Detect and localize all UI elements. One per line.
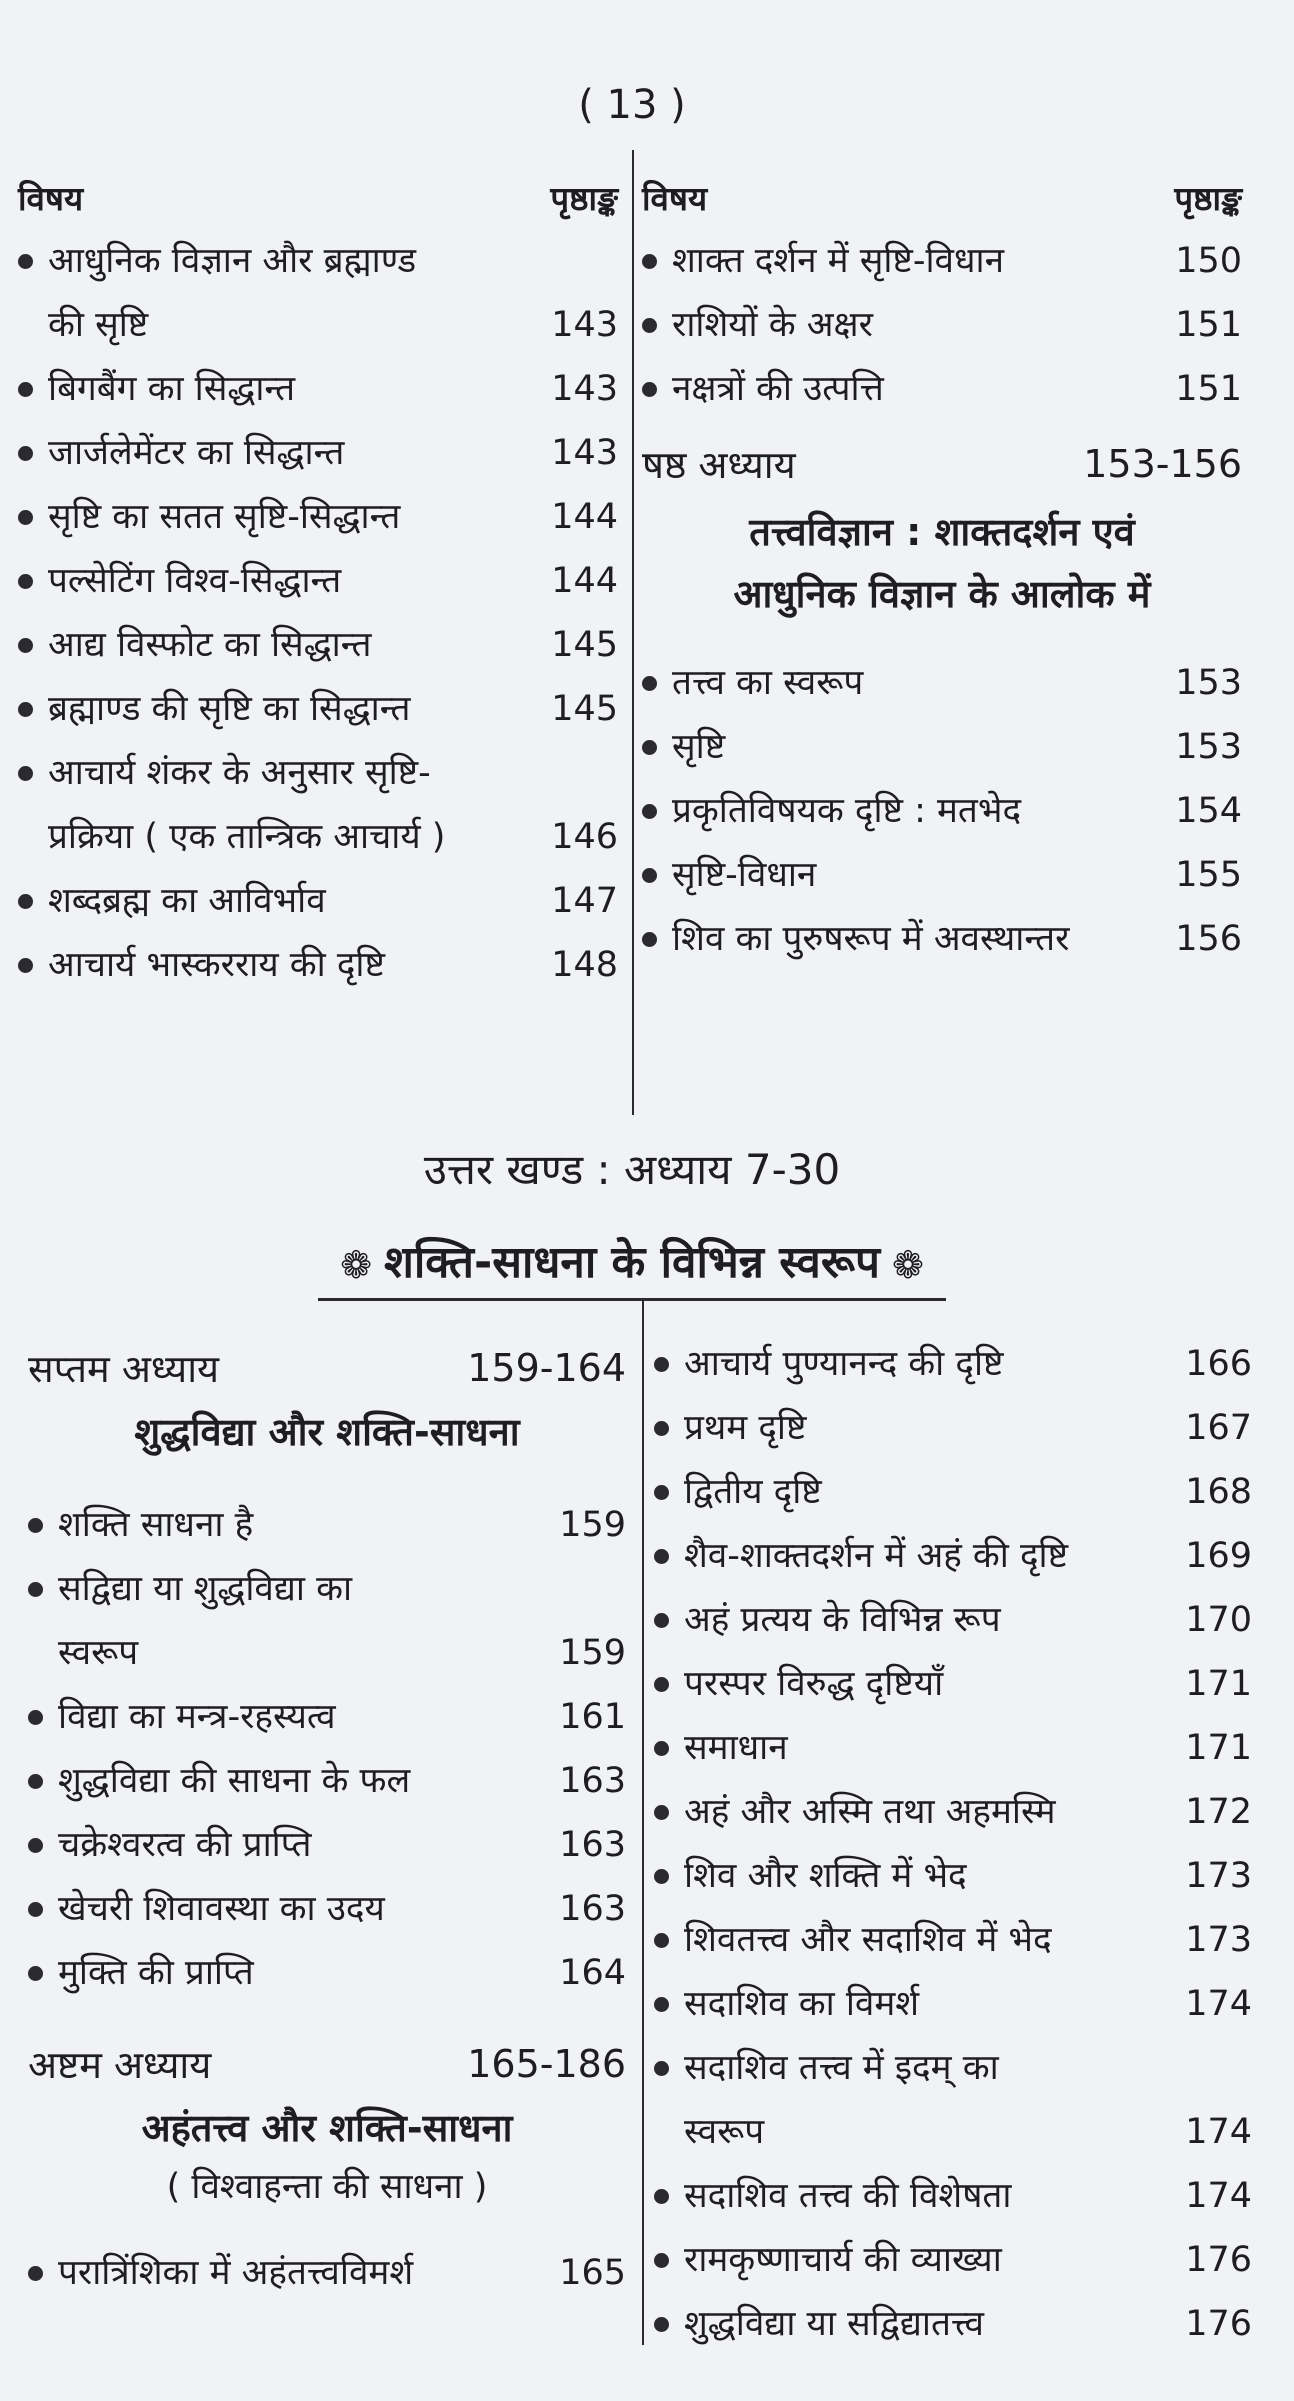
toc-entry-page: 156 [1175,919,1242,959]
section-title [0,1230,1264,1301]
subject-header: विषय [642,178,708,218]
toc-entry-page: 164 [559,1953,626,1993]
toc-entry-title [48,677,551,741]
toc-list [28,1493,626,2005]
bullet-icon [654,1613,669,1628]
toc-entry-line: आद्य विस्फोट का सिद्धान्त [48,625,372,665]
toc-list [18,229,618,997]
toc-entry-line: जार्जलेमेंटर का सिद्धान्त [48,433,345,473]
toc-entry-line: शैव-शाक्तदर्शन में अहं की दृष्टि [684,1536,1069,1576]
toc-entry-line: आचार्य भास्करराय की दृष्टि [48,945,385,985]
toc-entry-title [48,549,551,613]
chapter-title: अहंतत्त्व और शक्ति-साधना [141,2106,513,2150]
toc-entry-page: 174 [1185,1984,1252,2024]
toc-entry-page: 176 [1185,2240,1252,2280]
toc-entry-line: परस्पर विरुद्ध दृष्टियाँ [684,1664,944,1704]
toc-entry [654,1844,1252,1908]
toc-entry-title [672,843,1175,907]
bullet-icon [654,2253,669,2268]
toc-entry-page: 146 [551,817,618,857]
toc-entry-title [48,613,551,677]
toc-entry-page: 143 [551,305,618,345]
toc-entry-title [672,293,1175,357]
toc-entry-page: 151 [1175,369,1242,409]
toc-entry [642,357,1242,421]
flower-icon: ❁ [340,1243,372,1287]
bullet-icon [18,446,33,461]
toc-entry-line: मुक्ति की प्राप्ति [58,1953,254,1993]
toc-entry-title [58,1877,559,1941]
bullet-icon [18,510,33,525]
toc-entry-line: शुद्धविद्या की साधना के फल [58,1761,411,1801]
toc-entry-page: 172 [1185,1792,1252,1832]
toc-entry [654,1460,1252,1524]
toc-entry-page: 163 [559,1889,626,1929]
bullet-icon [654,1741,669,1756]
chapter-subtitle: ( विश्वाहन्ता की साधना ) [166,2167,488,2207]
bullet-icon [28,1518,43,1533]
toc-entry-title [684,2036,1185,2164]
toc-entry-title [48,741,551,869]
column-header [642,165,1242,229]
toc-entry-page: 145 [551,625,618,665]
toc-entry-title [48,357,551,421]
toc-entry-line: शुद्धविद्या या सद्विद्यातत्त्व [684,2304,984,2344]
toc-top-right [642,165,1242,971]
chapter-title: शुद्धविद्या और शक्ति-साधना [134,1410,520,1454]
toc-entry-line: द्वितीय दृष्टि [684,1472,822,1512]
toc-entry-title [684,1396,1185,1460]
bullet-icon [642,382,657,397]
toc-entry-line: की सृष्टि [48,305,149,345]
toc-entry-line: रामकृष्णाचार्य की व्याख्या [684,2240,1002,2280]
toc-entry-title [672,779,1175,843]
toc-entry-page: 154 [1175,791,1242,831]
toc-entry-page: 161 [559,1697,626,1737]
toc-entry-line: शिव और शक्ति में भेद [684,1856,967,1896]
toc-entry [654,2036,1252,2164]
toc-entry-title [684,1780,1185,1844]
toc-entry-title [684,2292,1185,2356]
toc-entry-line: प्रकृतिविषयक दृष्टि : मतभेद [672,791,1022,831]
toc-entry-page: 166 [1185,1344,1252,1384]
toc-entry-line: स्वरूप [684,2112,765,2152]
toc-entry [642,651,1242,715]
toc-entry-page: 176 [1185,2304,1252,2344]
toc-entry-title [58,1749,559,1813]
toc-entry-line: आचार्य शंकर के अनुसार सृष्टि- [48,753,431,793]
bullet-icon [654,1997,669,2012]
toc-entry [28,1685,626,1749]
toc-entry-title [684,1332,1185,1396]
toc-entry-line: नक्षत्रों की उत्पत्ति [672,369,884,409]
column-divider [642,1300,644,2345]
toc-entry-page: 148 [551,945,618,985]
toc-entry-title [684,1716,1185,1780]
bullet-icon [642,740,657,755]
chapter-range: 153-156 [1083,442,1242,486]
toc-entry-title [672,907,1175,971]
toc-entry [654,1716,1252,1780]
toc-entry-page: 173 [1185,1920,1252,1960]
toc-entry-line: सदाशिव का विमर्श [684,1984,920,2024]
toc-entry-title [48,485,551,549]
toc-entry [654,2292,1252,2356]
toc-entry-page: 163 [559,1825,626,1865]
bullet-icon [654,1805,669,1820]
toc-entry [18,421,618,485]
chapter-label: अष्टम अध्याय [28,2043,212,2087]
toc-entry-line: शिव का पुरुषरूप में अवस्थान्तर [672,919,1070,959]
bullet-icon [18,702,33,717]
toc-entry-line: तत्त्व का स्वरूप [672,663,864,703]
chapter-title: तत्त्वविज्ञान : शाक्तदर्शन एवं [749,510,1135,554]
toc-entry-page: 147 [551,881,618,921]
toc-entry [18,677,618,741]
toc-entry-line: स्वरूप [58,1633,139,1673]
toc-entry-line: चक्रेश्वरत्व की प्राप्ति [58,1825,312,1865]
toc-entry [18,229,618,357]
toc-entry-line: सदाशिव तत्त्व की विशेषता [684,2176,1012,2216]
toc-entry-title [58,1557,559,1685]
subject-header: विषय [18,178,84,218]
toc-entry-page: 173 [1185,1856,1252,1896]
toc-entry-title [58,1813,559,1877]
toc-entry-page: 171 [1185,1664,1252,1704]
toc-entry-title [672,715,1175,779]
toc-entry-page: 143 [551,433,618,473]
bullet-icon [28,1710,43,1725]
bullet-icon [18,894,33,909]
toc-list [642,229,1242,421]
bullet-icon [28,1838,43,1853]
toc-entry [28,1557,626,1685]
toc-entry [654,1396,1252,1460]
chapter-label: सप्तम अध्याय [28,1347,220,1391]
toc-entry [642,779,1242,843]
toc-entry [642,293,1242,357]
toc-entry-title [58,2241,559,2305]
toc-entry-page: 171 [1185,1728,1252,1768]
chapter-7-line [28,1335,626,1401]
bullet-icon [642,318,657,333]
toc-entry [18,485,618,549]
toc-bottom-right [654,1332,1252,2356]
toc-entry-line: आधुनिक विज्ञान और ब्रह्माण्ड [48,241,417,281]
toc-entry-line: सदाशिव तत्त्व में इदम् का [684,2048,999,2088]
toc-entry [654,2164,1252,2228]
toc-entry-line: खेचरी शिवावस्था का उदय [58,1889,385,1929]
toc-entry-title [684,1588,1185,1652]
toc-entry-page: 168 [1185,1472,1252,1512]
toc-entry-title [672,229,1175,293]
section-title-text: शक्ति-साधना के विभिन्न स्वरूप [383,1237,881,1288]
toc-entry-title [48,421,551,485]
toc-entry [642,843,1242,907]
toc-entry-line: प्रथम दृष्टि [684,1408,807,1448]
toc-entry-line: सृष्टि [672,727,726,767]
toc-entry [642,229,1242,293]
chapter-label: षष्ठ अध्याय [642,443,796,487]
bullet-icon [28,2266,43,2281]
bullet-icon [18,574,33,589]
toc-entry-page: 174 [1185,2176,1252,2216]
page-header: पृष्ठाङ्क [1174,178,1242,218]
chapter-range: 159-164 [467,1346,626,1390]
toc-entry-title [672,357,1175,421]
toc-entry [18,933,618,997]
toc-entry-page: 144 [551,561,618,601]
chapter-8-line [28,2031,626,2097]
toc-entry-line: सृष्टि का सतत सृष्टि-सिद्धान्त [48,497,401,537]
bullet-icon [654,2189,669,2204]
toc-entry-title [684,1844,1185,1908]
toc-entry-title [684,2228,1185,2292]
toc-entry-page: 143 [551,369,618,409]
toc-entry [28,1493,626,1557]
toc-entry [28,1877,626,1941]
page-header: पृष्ठाङ्क [550,178,618,218]
bullet-icon [642,254,657,269]
toc-entry-title [684,1652,1185,1716]
toc-entry [28,1749,626,1813]
toc-entry-line: प्रक्रिया ( एक तान्त्रिक आचार्य ) [48,817,446,857]
bullet-icon [18,382,33,397]
toc-entry-page: 170 [1185,1600,1252,1640]
bullet-icon [654,2061,669,2076]
bullet-icon [18,254,33,269]
toc-entry-page: 153 [1175,663,1242,703]
toc-entry-page: 174 [1185,2112,1252,2152]
toc-list [28,2241,626,2305]
bullet-icon [642,932,657,947]
toc-entry-title [48,229,551,357]
toc-entry [28,1941,626,2005]
toc-entry-line: पल्सेटिंग विश्व-सिद्धान्त [48,561,342,601]
toc-entry-title [58,1493,559,1557]
toc-entry-title [672,651,1175,715]
column-divider [632,150,634,1115]
toc-entry-title [684,1460,1185,1524]
toc-entry-page: 153 [1175,727,1242,767]
toc-entry-title [48,869,551,933]
toc-entry-page: 144 [551,497,618,537]
toc-entry [642,715,1242,779]
bullet-icon [642,676,657,691]
toc-entry-title [58,1685,559,1749]
page-number: ( 13 ) [578,82,686,128]
toc-entry-line: शिवतत्त्व और सदाशिव में भेद [684,1920,1052,1960]
toc-entry-page: 159 [559,1505,626,1545]
toc-entry [654,2228,1252,2292]
toc-entry [18,549,618,613]
bullet-icon [18,638,33,653]
bullet-icon [654,1677,669,1692]
bullet-icon [18,958,33,973]
toc-entry [18,741,618,869]
toc-entry-page: 155 [1175,855,1242,895]
toc-entry-line: बिगबैंग का सिद्धान्त [48,369,296,409]
toc-entry-title [48,933,551,997]
toc-entry-line: शक्ति साधना है [58,1505,254,1545]
toc-entry-line: अहं और अस्मि तथा अहमस्मि [684,1792,1056,1832]
toc-entry-page: 150 [1175,241,1242,281]
toc-bottom-left [28,1335,626,2305]
toc-entry-page: 169 [1185,1536,1252,1576]
bullet-icon [28,1966,43,1981]
toc-entry-line: सद्विद्या या शुद्धविद्या का [58,1569,353,1609]
toc-top-left [18,165,618,997]
bullet-icon [28,1774,43,1789]
bullet-icon [654,1421,669,1436]
toc-entry-page: 145 [551,689,618,729]
toc-entry-line: आचार्य पुण्यानन्द की दृष्टि [684,1344,1004,1384]
toc-entry-page: 163 [559,1761,626,1801]
toc-entry [18,869,618,933]
toc-entry [654,1332,1252,1396]
chapter-range: 165-186 [467,2042,626,2086]
bullet-icon [654,1549,669,1564]
toc-entry-title [684,2164,1185,2228]
chapter-title: आधुनिक विज्ञान के आलोक में [733,572,1151,616]
toc-entry [654,1588,1252,1652]
toc-list [642,651,1242,971]
bullet-icon [654,1485,669,1500]
toc-entry-line: राशियों के अक्षर [672,305,873,345]
toc-entry-page: 159 [559,1633,626,1673]
toc-entry-title [684,1972,1185,2036]
toc-entry [654,1780,1252,1844]
chapter-6-line [642,431,1242,497]
toc-list [654,1332,1252,2356]
toc-entry-line: अहं प्रत्यय के विभिन्न रूप [684,1600,1001,1640]
toc-entry-page: 165 [559,2253,626,2293]
toc-entry-line: ब्रह्माण्ड की सृष्टि का सिद्धान्त [48,689,411,729]
toc-entry-line: शाक्त दर्शन में सृष्टि-विधान [672,241,1005,281]
toc-entry-line: विद्या का मन्त्र-रहस्यत्व [58,1697,336,1737]
toc-entry-line: समाधान [684,1728,788,1768]
bullet-icon [654,1933,669,1948]
bullet-icon [28,1902,43,1917]
toc-entry [642,907,1242,971]
bullet-icon [642,868,657,883]
bullet-icon [18,766,33,781]
flower-icon: ❁ [892,1243,924,1287]
bullet-icon [654,1869,669,1884]
toc-entry-line: सृष्टि-विधान [672,855,817,895]
toc-entry-title [684,1524,1185,1588]
toc-entry [654,1524,1252,1588]
toc-entry [28,2241,626,2305]
toc-entry [654,1972,1252,2036]
column-header [18,165,618,229]
toc-entry [654,1908,1252,1972]
toc-entry-title [58,1941,559,2005]
section-heading: उत्तर खण्ड : अध्याय 7-30 [423,1145,841,1194]
bullet-icon [654,2317,669,2332]
toc-entry-title [684,1908,1185,1972]
toc-entry [18,613,618,677]
bullet-icon [28,1582,43,1597]
bullet-icon [642,804,657,819]
toc-entry-line: शब्दब्रह्म का आविर्भाव [48,881,326,921]
toc-entry [654,1652,1252,1716]
toc-entry [18,357,618,421]
toc-entry-page: 167 [1185,1408,1252,1448]
section-title-box [318,1230,946,1301]
toc-entry-page: 151 [1175,305,1242,345]
bullet-icon [654,1357,669,1372]
toc-entry [28,1813,626,1877]
toc-entry-line: परात्रिंशिका में अहंतत्त्वविमर्श [58,2253,414,2293]
